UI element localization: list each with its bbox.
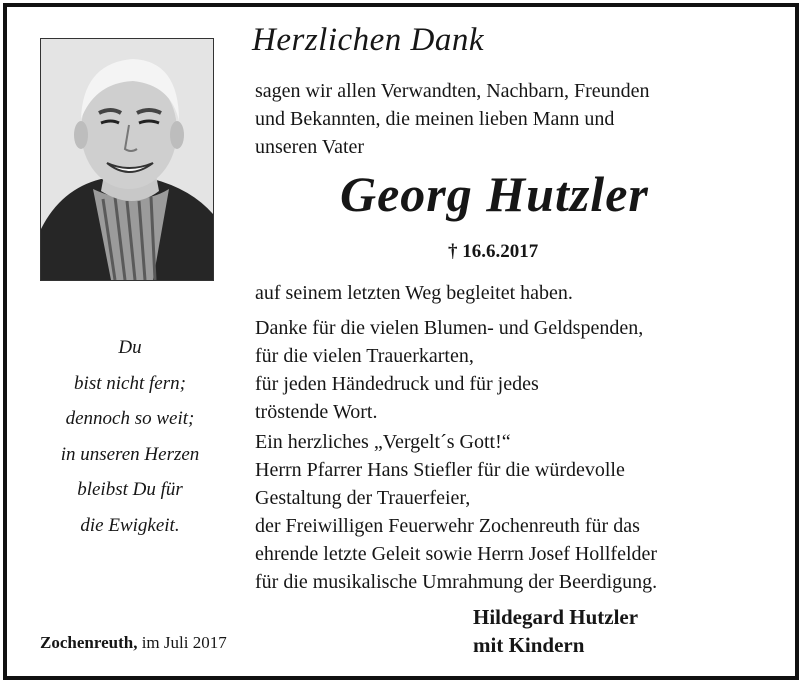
thanks-line: für die vielen Trauerkarten, xyxy=(255,345,474,367)
poem xyxy=(30,330,230,543)
poem-line: in unseren Herzen xyxy=(60,443,200,465)
notice-heading: Herzlichen Dank xyxy=(252,22,485,58)
death-date: † 16.6.2017 xyxy=(448,241,539,262)
vergelts-paragraph xyxy=(255,428,657,596)
poem-line: die Ewigkeit. xyxy=(80,514,180,536)
intro-paragraph xyxy=(255,77,650,161)
thanks-paragraph xyxy=(255,314,643,426)
deceased-name: Georg Hutzler xyxy=(340,166,649,222)
poem-line: dennoch so weit; xyxy=(65,408,195,429)
vergelts-line: Ein herzliches „Vergelt´s Gott!“ xyxy=(255,431,511,453)
vergelts-line: ehrende letzte Geleit sowie Herrn Josef Hollfelder xyxy=(255,543,658,565)
intro-line: sagen wir allen Verwandten, Nachbarn, Freunden xyxy=(255,80,650,102)
poem-line: Du xyxy=(118,337,142,358)
vergelts-line: der Freiwilligen Feuerwehr Zochenreuth für das xyxy=(255,515,640,537)
poem-line: bleibst Du für xyxy=(77,479,183,500)
thanks-line: für jeden Händedruck und für jedes xyxy=(255,373,539,395)
poem-line: bist nicht fern; xyxy=(74,372,186,394)
after-name-line: auf seinem letzten Weg begleitet haben. xyxy=(255,282,573,304)
intro-line: unseren Vater xyxy=(255,136,365,158)
intro-line: und Bekannten, die meinen lieben Mann und xyxy=(255,108,615,130)
signature-line: mit Kindern xyxy=(473,633,585,657)
thanks-line: tröstende Wort. xyxy=(255,401,378,423)
notice-date: im Juli 2017 xyxy=(141,633,227,652)
signature xyxy=(473,603,638,659)
signature-line: Hildegard Hutzler xyxy=(473,605,639,629)
vergelts-line: für die musikalische Umrahmung der Beerdigung. xyxy=(255,571,658,593)
portrait-photo xyxy=(40,38,214,281)
place-name: Zochenreuth, xyxy=(40,633,138,652)
thanks-line: Danke für die vielen Blumen- und Geldspenden, xyxy=(255,317,644,339)
vergelts-line: Herrn Pfarrer Hans Stiefler für die würdevolle xyxy=(255,459,625,481)
vergelts-line: Gestaltung der Trauerfeier, xyxy=(255,487,471,509)
place-date xyxy=(40,633,227,653)
